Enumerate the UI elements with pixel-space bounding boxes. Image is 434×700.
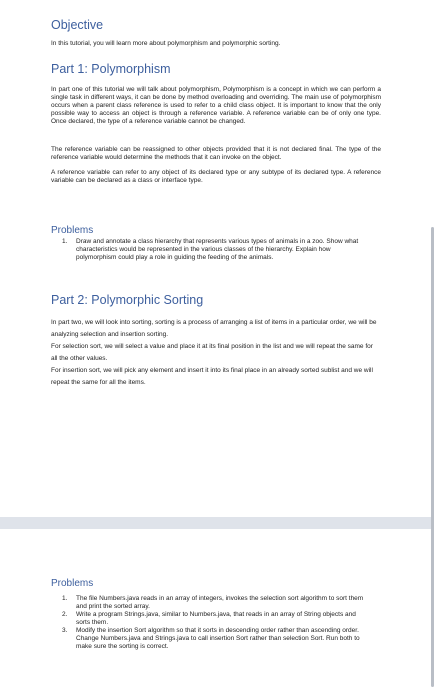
part2-heading: Part 2: Polymorphic Sorting [51, 293, 204, 307]
list-item-text: Draw and annotate a class hierarchy that represents various types of animals in a zoo. Show what characteristics would be represented in the various classes of the hierarchy. Explain how polymorphism could play a role in guiding the feeding of the animals. [76, 238, 359, 261]
problems-list [62, 238, 368, 262]
part2-paragraph: In part two, we will look into sorting, sorting is a process of arranging a list of items in a particular order, we will be analyzing selection and insertion sorting. [51, 319, 377, 338]
list-item-number: 3. [62, 627, 68, 634]
part1-paragraph: The reference variable can be reassigned to other objects provided that it is not declared final. The type of the reference variable would determine the methods that it can invoke on the object. [51, 146, 381, 161]
list-item [62, 627, 368, 651]
part2-paragraph: For insertion sort, we will pick any element and insert it into its final place in an already sorted sublist and we will repeat the same for all the items. [51, 367, 373, 386]
problems-list [62, 595, 368, 651]
part1-paragraph: In part one of this tutorial we will talk about polymorphism, Polymorphism is a concept in which we can perform a single task in different ways, it can be done by method overloading and overriding. The main use of polymorphism occurs when a parent class reference is used to refer to a child class object. It is important to know that the only possible way to access an object is through a reference variable. A reference variable can be of only one type. Once declared, the type of a reference variable cannot be changed. [51, 86, 381, 125]
list-item-number: 1. [62, 238, 68, 245]
part1-heading: Part 1: Polymorphism [51, 62, 171, 76]
part2-paragraph: For selection sort, we will select a value and place it at its final position in the list and we will repeat the same for all the other values. [51, 343, 373, 362]
problems-heading: Problems [51, 578, 94, 589]
list-item [62, 611, 368, 627]
part1-paragraph: A reference variable can refer to any object of its declared type or any subtype of its declared type. A reference variable can be declared as a class or interface type. [51, 169, 381, 184]
objective-text: In this tutorial, you will learn more about polymorphism and polymorphic sorting. [51, 40, 281, 47]
list-item-text: The file Numbers.java reads in an array of integers, invokes the selection sort algorithm to sort them and print the sorted array. [76, 595, 364, 610]
problems-heading: Problems [51, 225, 94, 236]
list-item-number: 2. [62, 611, 68, 618]
list-item-text: Write a program Strings.java, similar to Numbers.java, that reads in an array of String objects and sorts them. [76, 611, 356, 626]
list-item-number: 1. [62, 595, 68, 602]
list-item-text: Modify the insertion Sort algorithm so that it sorts in descending order rather than ascending order. Change Numbers.java and Strings.java to call insertion Sort rather than selection Sort. Run both to make sure the sorting is correct. [76, 627, 360, 650]
list-item [62, 238, 368, 262]
objective-heading: Objective [51, 18, 104, 32]
list-item [62, 595, 368, 611]
page-gap [0, 517, 434, 529]
